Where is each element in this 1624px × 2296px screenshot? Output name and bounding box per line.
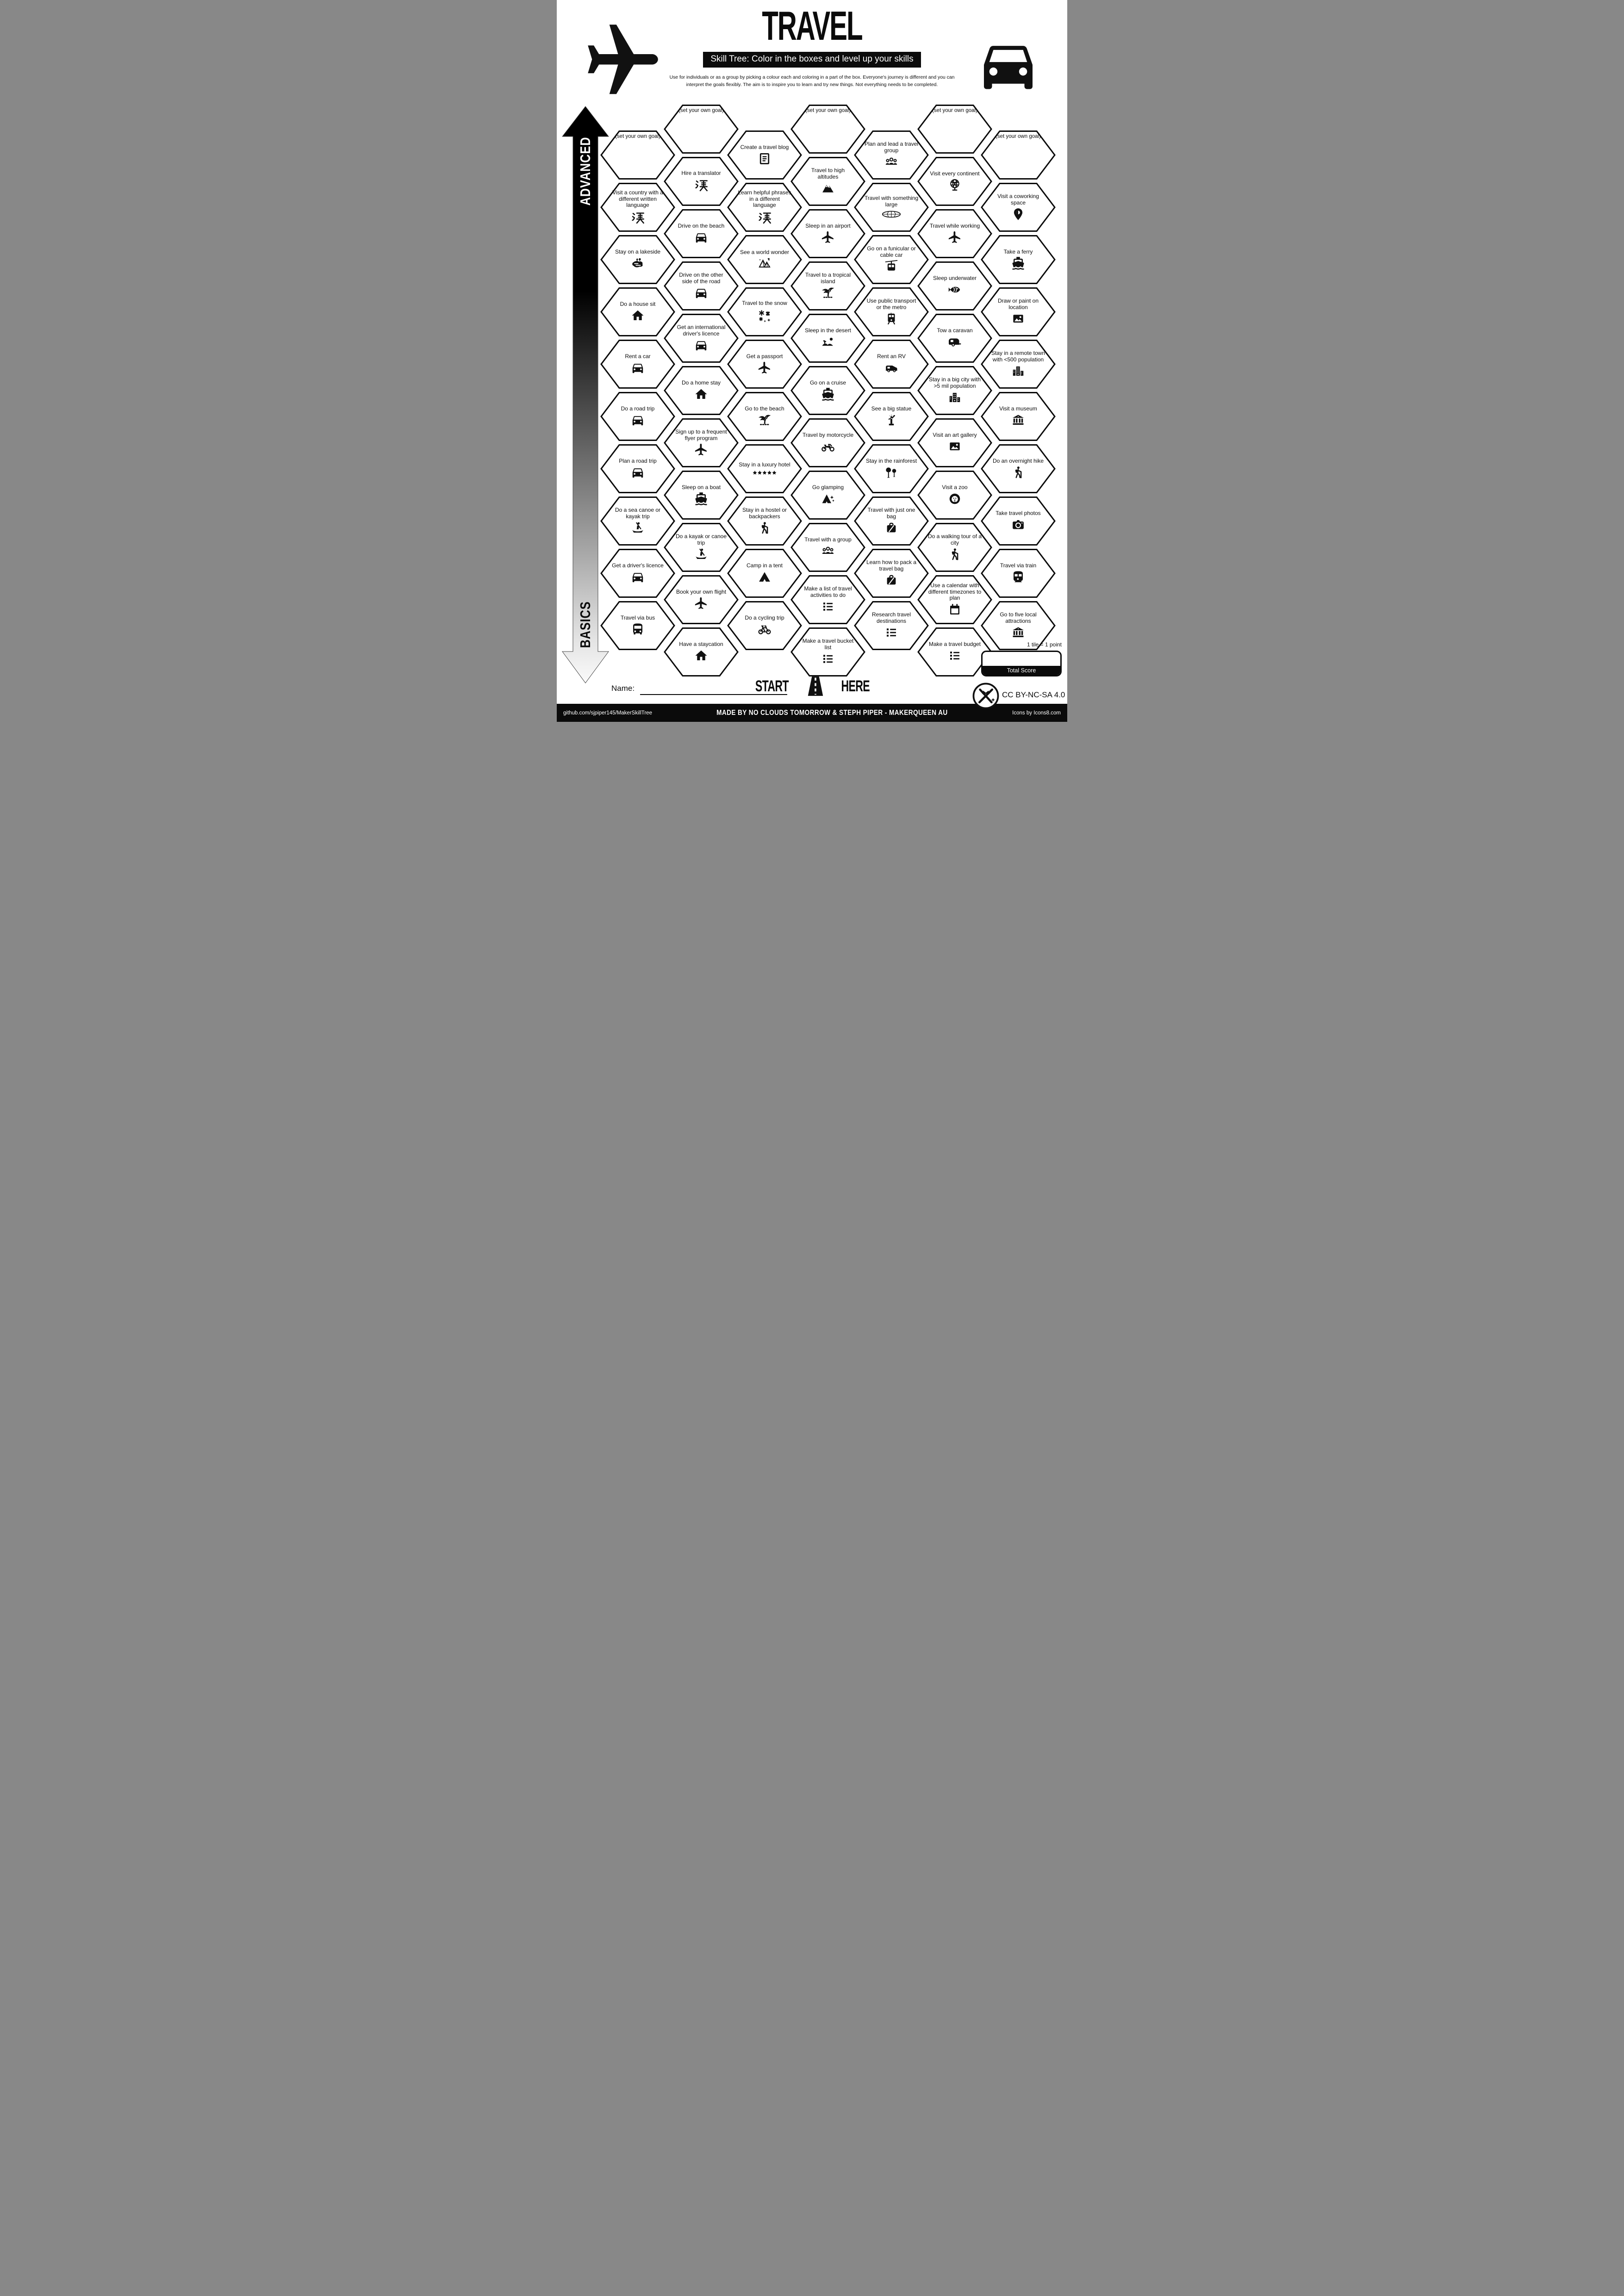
hex-label: Do a walking tour of a city xyxy=(927,533,982,546)
hex-label: Tow a caravan xyxy=(937,327,973,334)
hex-label: (set your own goal) xyxy=(996,134,1041,139)
hex-label: Visit a museum xyxy=(999,405,1037,412)
globe-icon xyxy=(948,178,962,192)
hex-label: Get a driver's licence xyxy=(612,562,664,569)
hex-label: Research travel destinations xyxy=(871,611,911,624)
hex-label: Visit a country with a different written language xyxy=(612,189,663,209)
glamping-icon xyxy=(821,492,835,506)
hex-label: Travel with a group xyxy=(804,536,852,543)
camera-icon xyxy=(1011,518,1025,532)
ship-icon xyxy=(821,387,835,401)
city-icon xyxy=(1011,364,1025,378)
hex-label: Go on a funicular or cable car xyxy=(867,245,916,258)
hex-label: Do a kayak or canoe trip xyxy=(675,533,727,546)
hex-travel-via-train[interactable] xyxy=(981,548,1056,598)
bus-icon xyxy=(631,622,645,636)
car-icon xyxy=(694,286,708,300)
house-icon xyxy=(694,649,708,663)
page-title: TRAVEL xyxy=(762,3,862,49)
hex-take-travel-photos[interactable] xyxy=(981,496,1056,546)
pin-icon xyxy=(1011,207,1025,221)
here-label: HERE xyxy=(841,677,870,695)
hex-label: Visit a zoo xyxy=(942,484,968,490)
statue-icon xyxy=(884,413,898,427)
plane-icon xyxy=(694,443,708,457)
canoe-icon xyxy=(631,521,645,535)
hex-label: Visit an art gallery xyxy=(933,431,977,438)
name-label: Name: xyxy=(611,684,635,693)
footer-icons8-credit[interactable]: Icons by Icons8.com xyxy=(1012,710,1061,716)
caravan-icon xyxy=(948,335,962,349)
hex-label: Get an international driver's licence xyxy=(677,323,726,337)
fish-icon xyxy=(948,283,962,297)
hex-label: Take a ferry xyxy=(1003,248,1033,255)
list-icon xyxy=(884,626,898,639)
plane-icon xyxy=(758,361,772,375)
ship-icon xyxy=(1011,256,1025,270)
hex-label: Sleep in the desert xyxy=(804,327,852,334)
hex-label: Travel via train xyxy=(1000,562,1037,569)
house-icon xyxy=(631,309,645,323)
hex-label: Sleep on a boat xyxy=(681,484,721,490)
car-icon xyxy=(631,570,645,584)
advanced-axis-label: ADVANCED xyxy=(577,137,593,206)
car-icon xyxy=(631,465,645,479)
hex-label: Travel by motorcycle xyxy=(802,431,854,438)
plane-icon xyxy=(948,230,962,244)
hex-label: Sleep underwater xyxy=(933,274,977,281)
hex-label: Go to five local attractions xyxy=(1000,611,1037,624)
snow-icon xyxy=(757,308,772,323)
hex-label: Use public transport or the metro xyxy=(866,297,916,310)
hex-label: Do a cycling trip xyxy=(745,614,784,621)
cablecar-icon xyxy=(884,260,898,273)
hex-label: Get a passport xyxy=(746,353,783,360)
hex-label: Travel to high altitudes xyxy=(811,167,845,180)
stars-icon xyxy=(753,470,777,476)
hex-label: Travel while working xyxy=(929,222,980,229)
start-label: START xyxy=(755,677,789,695)
trees-icon xyxy=(884,465,898,479)
hiker-icon xyxy=(758,521,772,535)
city-icon xyxy=(948,391,962,404)
ship-icon xyxy=(694,492,708,506)
train-icon xyxy=(1011,570,1025,584)
kanji-icon xyxy=(630,210,645,225)
car-icon xyxy=(631,361,645,375)
mountain-icon xyxy=(821,181,835,195)
hex-label: Do an overnight hike xyxy=(992,457,1044,464)
hex-label: Go glamping xyxy=(812,484,844,490)
hex-label: Do a house sit xyxy=(620,300,656,307)
hex-label: Stay in a luxury hotel xyxy=(739,461,790,468)
hex-label: Plan and lead a travel group xyxy=(864,140,919,154)
hex-label: Sleep in an airport xyxy=(805,222,851,229)
calendar-icon xyxy=(948,603,962,617)
hex-label: Take travel photos xyxy=(996,509,1041,516)
hex-label: See a world wonder xyxy=(740,248,790,255)
hex-label: Use a calendar with different timezones to plan xyxy=(928,582,982,602)
hex-label: Drive on the beach xyxy=(678,222,725,229)
plane-icon xyxy=(694,596,708,610)
list-icon xyxy=(821,652,835,666)
artwork-icon xyxy=(1011,312,1025,326)
hex-label: Drive on the other side of the road xyxy=(679,271,723,285)
hex-stay-in-a-remote-town-with-500-population[interactable] xyxy=(981,339,1056,389)
blog-icon xyxy=(758,152,772,166)
hex-do-an-overnight-hike[interactable] xyxy=(981,444,1056,494)
tile-point-note: 1 tile = 1 point xyxy=(1027,641,1062,648)
car-icon xyxy=(631,413,645,427)
hex-label: Learn how to pack a travel bag xyxy=(866,558,917,572)
bag-icon xyxy=(884,573,898,587)
hex-label: Stay in a big city with >5 mil population xyxy=(928,376,981,389)
car-icon xyxy=(694,338,708,352)
hex-label: See a big statue xyxy=(871,405,912,412)
makerqueen-logo-icon xyxy=(972,682,1000,710)
bag-icon xyxy=(884,521,898,535)
hex-label: Have a staycation xyxy=(679,640,723,647)
hex-label: (set your own goal) xyxy=(805,108,851,113)
hex-label: Plan a road trip xyxy=(619,457,657,464)
hex-label: Travel to a tropical island xyxy=(805,271,851,285)
hex-set-your-own-goal[interactable] xyxy=(981,130,1056,180)
motorcycle-icon xyxy=(821,440,835,453)
hex-label: Do a home stay xyxy=(681,379,721,386)
hex-label: Stay on a lakeside xyxy=(615,248,661,255)
banner-text: Skill Tree: Color in the boxes and level up your skills xyxy=(703,52,921,68)
hex-take-a-ferry[interactable] xyxy=(981,235,1056,285)
hex-label: Book your own flight xyxy=(676,588,727,595)
lion-icon xyxy=(948,492,962,506)
basics-axis-label: BASICS xyxy=(577,601,593,648)
hex-label: Create a travel blog xyxy=(740,143,789,150)
hex-label: Do a sea canoe or kayak trip xyxy=(615,506,661,520)
desert-icon xyxy=(821,335,835,349)
hiker-icon xyxy=(948,547,962,561)
hex-label: Sign up to a frequent flyer program xyxy=(675,428,727,441)
license-text: CC BY-NC-SA 4.0 xyxy=(1002,690,1065,699)
list-icon xyxy=(821,600,835,614)
hex-label: Make a list of travel activities to do xyxy=(804,585,852,598)
hex-label: Travel via bus xyxy=(620,614,655,621)
museum-icon xyxy=(1011,413,1025,427)
hex-label: Travel to the snow xyxy=(742,299,787,306)
hex-label: Camp in a tent xyxy=(746,562,783,569)
canoe-icon xyxy=(694,547,708,561)
people-icon xyxy=(821,544,835,558)
lake-icon xyxy=(629,256,646,270)
hex-visit-a-museum[interactable] xyxy=(981,391,1056,441)
bike-icon xyxy=(758,622,772,636)
hex-label: Do a road trip xyxy=(621,405,655,412)
subtitle-line-2: interpret the goals flexibly. The aim is to inspire you to learn and try new things. Not everything needs to be completed. xyxy=(686,82,938,87)
museum-icon xyxy=(1011,626,1025,639)
tent-icon xyxy=(758,570,772,584)
pyramids-icon xyxy=(755,257,774,270)
list-icon xyxy=(948,649,962,663)
footer-credit: MADE BY NO CLOUDS TOMORROW & STEPH PIPER - MAKERQUEEN AU xyxy=(716,708,948,717)
hex-label: Learn helpful phrases in a different language xyxy=(738,189,791,209)
hex-label: Rent a car xyxy=(625,353,651,360)
palm-icon xyxy=(821,286,835,300)
hex-label: Rent an RV xyxy=(877,353,906,360)
hex-draw-or-paint-on-location[interactable] xyxy=(981,287,1056,337)
hex-label: Travel with something large xyxy=(864,194,919,208)
hex-label: Go to the beach xyxy=(745,405,784,412)
surfboard-icon xyxy=(881,209,902,219)
house-icon xyxy=(694,387,708,401)
name-input-line[interactable] xyxy=(640,694,787,695)
total-score-label: Total Score xyxy=(983,666,1060,675)
total-score-box[interactable] xyxy=(981,651,1062,676)
hex-label: Stay in a remote town with <500 population xyxy=(991,349,1045,363)
hex-label: (set your own goal) xyxy=(678,108,724,113)
hex-label: Visit every continent xyxy=(930,170,980,177)
footer-github-link[interactable]: github.com/sjpiper145/MakerSkillTree xyxy=(563,710,652,716)
hex-label: Travel with just one bag xyxy=(867,506,915,520)
hiker-icon xyxy=(1011,465,1025,479)
palm-icon xyxy=(758,413,772,427)
people-icon xyxy=(884,155,898,169)
hex-label: (set your own goal) xyxy=(615,134,660,139)
subtitle-line-1: Use for individuals or as a group by picking a colour each and coloring in a part of the box. Everyone's journey is different and you can xyxy=(669,75,955,80)
hex-label: Draw or paint on location xyxy=(997,297,1039,310)
hex-label: Stay in the rainforest xyxy=(865,457,917,464)
car-icon xyxy=(694,230,708,244)
artwork-icon xyxy=(948,440,962,453)
kanji-icon xyxy=(694,178,709,192)
hex-label: Visit a coworking space xyxy=(997,192,1039,206)
hex-label: Go on a cruise xyxy=(809,379,846,386)
tram-icon xyxy=(884,312,898,326)
kanji-icon xyxy=(757,210,772,225)
hex-label: Stay in a hostel or backpackers xyxy=(742,506,787,520)
hex-label: (set your own goal) xyxy=(932,108,977,113)
rv-icon xyxy=(884,361,898,375)
skill-hex-grid xyxy=(557,0,1067,722)
hex-visit-a-coworking-space[interactable] xyxy=(981,182,1056,232)
road-icon xyxy=(802,675,829,698)
hex-label: Make a travel bucket list xyxy=(802,637,854,651)
travel-skill-tree-poster xyxy=(557,0,1067,722)
plane-icon xyxy=(821,230,835,244)
hex-label: Make a travel budget xyxy=(928,640,981,647)
hex-label: Hire a translator xyxy=(681,169,721,176)
